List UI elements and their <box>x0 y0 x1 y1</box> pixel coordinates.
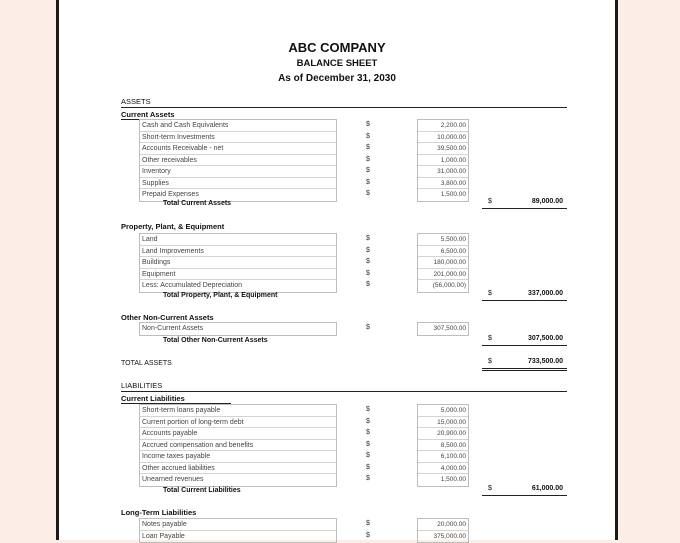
currency-sign: $ <box>488 335 492 342</box>
company-name: ABC COMPANY <box>288 40 386 55</box>
line-item-value: 5,000.00 <box>418 405 468 417</box>
line-item-label: Short-term Investments <box>140 132 336 144</box>
currency-sign: $ <box>366 178 370 186</box>
currency-sign: $ <box>366 190 370 197</box>
currency-sign: $ <box>366 132 370 140</box>
line-item-label: Accrued compensation and benefits <box>140 440 336 452</box>
total-ppe <box>482 289 567 301</box>
currency-sign: $ <box>366 281 370 288</box>
current-assets-currency <box>366 119 376 200</box>
report-date: As of December 31, 2030 <box>278 73 396 84</box>
currency-sign: $ <box>366 269 370 277</box>
current-liabilities-title: Current Liabilities <box>121 394 185 403</box>
line-item-label: Other receivables <box>140 155 336 167</box>
total-current-liabilities-label: Total Current Liabilities <box>163 487 241 494</box>
total-current-assets-value: 89,000.00 <box>531 198 563 205</box>
long-term-liabilities-labels <box>139 518 337 543</box>
line-item-label: Short-term loans payable <box>140 405 336 417</box>
line-item-value: 15,000.00 <box>418 417 468 429</box>
total-other-noncurrent <box>482 334 567 346</box>
currency-sign: $ <box>366 121 370 128</box>
total-other-noncurrent-value: 307,500.00 <box>527 335 563 342</box>
assets-rule <box>121 107 567 108</box>
currency-sign: $ <box>366 531 370 539</box>
line-item-value: 1,500.00 <box>440 476 466 483</box>
line-item-label: Cash and Cash Equivalents <box>140 120 336 132</box>
line-item-value: 20,000.00 <box>418 519 468 531</box>
currency-sign: $ <box>366 155 370 163</box>
line-item-value: 4,000.00 <box>418 463 468 475</box>
liabilities-heading: LIABILITIES <box>121 381 163 390</box>
line-item-value: 31,000.00 <box>418 166 468 178</box>
line-item-value: 6,100.00 <box>418 451 468 463</box>
line-item-value: 1,500.00 <box>440 191 466 198</box>
currency-sign: $ <box>366 440 370 448</box>
report-title: BALANCE SHEET <box>296 58 378 69</box>
total-assets <box>482 357 567 371</box>
line-item-value: 8,500.00 <box>418 440 468 452</box>
other-noncurrent-title: Other Non-Current Assets <box>121 313 214 322</box>
line-item-label: Non-Current Assets <box>142 325 204 332</box>
line-item-label: Supplies <box>140 178 336 190</box>
currency-sign: $ <box>366 246 370 254</box>
ppe-title: Property, Plant, & Equipment <box>121 222 225 231</box>
line-item-label: Prepaid Expenses <box>142 191 199 198</box>
current-assets-labels <box>139 119 337 202</box>
line-item-label: Accounts payable <box>140 428 336 440</box>
currency-sign: $ <box>366 235 370 242</box>
line-item-label: Land Improvements <box>140 246 336 258</box>
currency-sign: $ <box>366 167 370 174</box>
currency-sign: $ <box>488 198 492 205</box>
currency-sign: $ <box>366 463 370 471</box>
current-liabilities-currency <box>366 404 376 485</box>
total-current-liabilities-value: 61,000.00 <box>531 485 563 492</box>
currency-sign: $ <box>366 324 370 331</box>
line-item-label: Less: Accumulated Depreciation <box>142 282 242 289</box>
current-liabilities-values <box>417 404 469 487</box>
line-item-value: 5,500.00 <box>418 234 468 246</box>
ppe-labels <box>139 233 337 293</box>
line-item-label: Inventory <box>140 166 336 178</box>
total-other-noncurrent-label: Total Other Non-Current Assets <box>163 337 268 344</box>
line-item-value: 1,000.00 <box>418 155 468 167</box>
ppe-currency <box>366 233 376 291</box>
line-item-label: Equipment <box>140 269 336 281</box>
line-item-label: Accounts Receivable - net <box>140 143 336 155</box>
balance-sheet-page <box>56 0 618 540</box>
line-item-label: Land <box>140 234 336 246</box>
total-current-assets <box>482 197 567 209</box>
other-noncurrent-currency <box>366 322 376 334</box>
currency-sign: $ <box>366 452 370 459</box>
total-assets-label: TOTAL ASSETS <box>121 360 172 367</box>
currency-sign: $ <box>488 485 492 492</box>
line-item-label: Income taxes payable <box>140 451 336 463</box>
currency-sign: $ <box>366 417 370 425</box>
total-current-liabilities <box>482 484 567 496</box>
line-item-label: Other accrued liabilities <box>140 463 336 475</box>
currency-sign: $ <box>366 520 370 527</box>
line-item-value: 2,200.00 <box>418 120 468 132</box>
ppe-values <box>417 233 469 293</box>
currency-sign: $ <box>366 475 370 482</box>
other-noncurrent-labels <box>139 322 337 336</box>
line-item-label: Buildings <box>140 257 336 269</box>
long-term-liabilities-title: Long-Term Liabilities <box>121 508 197 517</box>
line-item-value: 20,900.00 <box>418 428 468 440</box>
total-assets-value: 733,500.00 <box>527 358 563 365</box>
line-item-label: Loan Payable <box>142 532 185 540</box>
current-liabilities-labels <box>139 404 337 487</box>
total-ppe-value: 337,000.00 <box>527 290 563 297</box>
line-item-value: 180,000.00 <box>418 257 468 269</box>
long-term-liabilities-currency <box>366 518 376 541</box>
line-item-value: 39,500.00 <box>418 143 468 155</box>
line-item-label: Current portion of long-term debt <box>140 417 336 429</box>
line-item-value: 3,800.00 <box>418 178 468 190</box>
currency-sign: $ <box>366 258 370 265</box>
total-ppe-label: Total Property, Plant, & Equipment <box>163 292 278 299</box>
currency-sign: $ <box>488 358 492 365</box>
line-item-value: 201,000.00 <box>418 269 468 281</box>
currency-sign: $ <box>488 290 492 297</box>
line-item-value: (56,000.00) <box>432 282 466 289</box>
current-assets-values <box>417 119 469 202</box>
currency-sign: $ <box>366 144 370 151</box>
assets-heading: ASSETS <box>121 97 151 106</box>
currency-sign: $ <box>366 406 370 413</box>
line-item-value: 307,500.00 <box>433 325 466 332</box>
line-item-value: 10,000.00 <box>418 132 468 144</box>
line-item-value: 6,500.00 <box>418 246 468 258</box>
line-item-label: Notes payable <box>140 519 336 531</box>
current-assets-title: Current Assets <box>121 110 175 119</box>
line-item-value: 375,000.00 <box>433 532 466 540</box>
line-item-label: Unearned revenues <box>142 476 204 483</box>
liabilities-rule <box>121 391 567 392</box>
other-noncurrent-values <box>417 322 469 336</box>
long-term-liabilities-values <box>417 518 469 543</box>
currency-sign: $ <box>366 429 370 436</box>
total-current-assets-label: Total Current Assets <box>163 200 232 207</box>
